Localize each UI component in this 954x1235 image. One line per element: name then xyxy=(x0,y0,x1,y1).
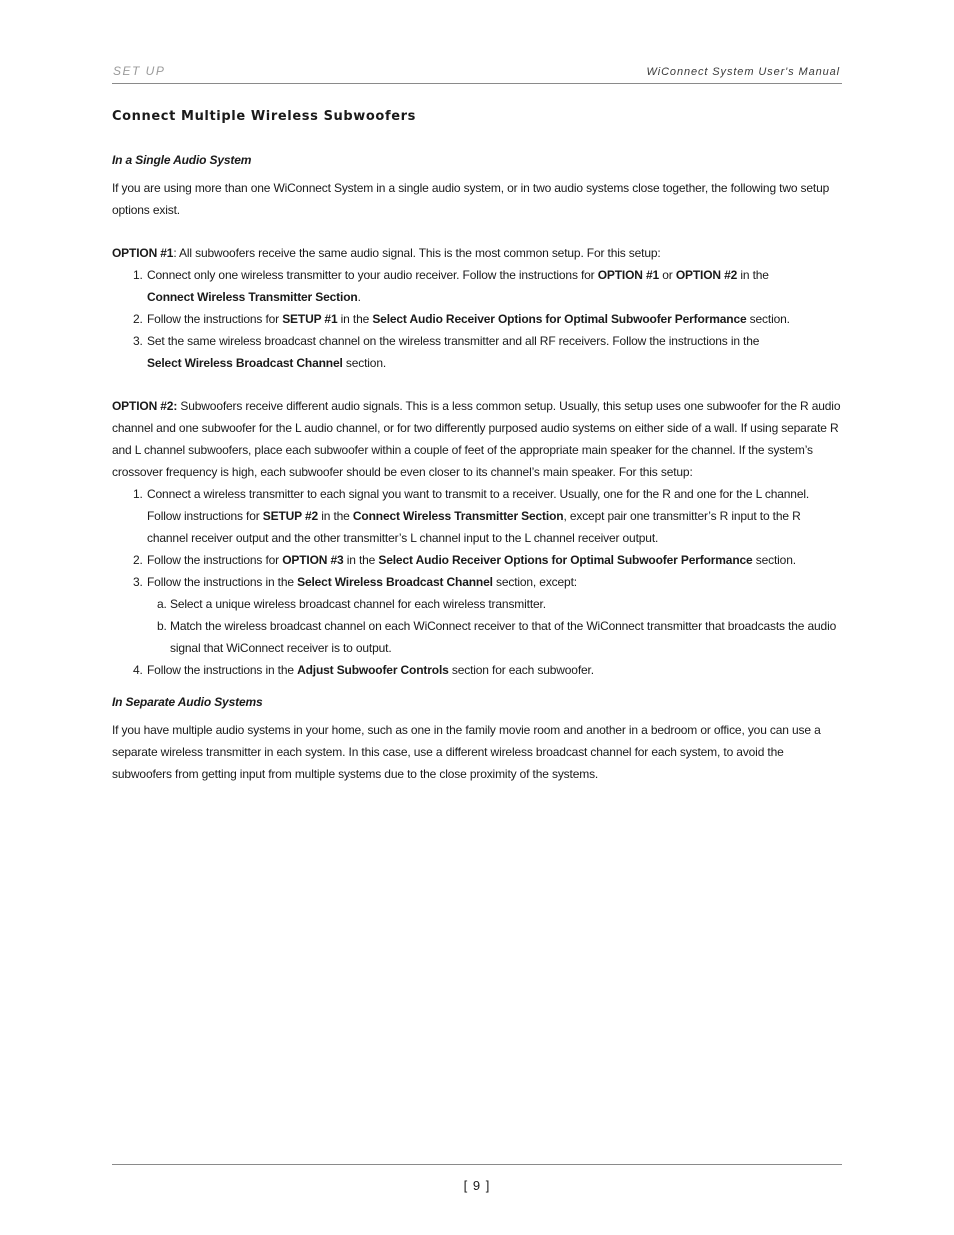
single-system-intro: If you are using more than one WiConnect System in a single audio system, or in two audio systems close together, the following two setup options exist. xyxy=(112,181,830,217)
option1-paragraph: OPTION #1: All subwoofers receive the same audio signal. This is the most common setup. For this setup: xyxy=(112,246,661,260)
option2-substeps xyxy=(147,593,842,659)
list-item: 2. Follow the instructions for OPTION #3 in the Select Audio Receiver Options for Optimal Subwoofer Performance section. xyxy=(133,553,796,567)
list-item: 3. Set the same wireless broadcast channel on the wireless transmitter and all RF receivers. Follow the instructions in the Select Wireless Broadcast Channel section. xyxy=(133,334,760,370)
list-item: 2. Follow the instructions for SETUP #1 in the Select Audio Receiver Options for Optimal Subwoofer Performance section. xyxy=(133,312,790,326)
list-item: 1. Connect a wireless transmitter to each signal you want to transmit to a receiver. Usually, one for the R and one for the L channel. Follow instructions for SETUP #2 in the Connect Wireless Transmitter Section, except pair one transmitter’s R input to the R channel receiver output and the other transmitter’s L channel input to the L channel receiver output. xyxy=(133,487,810,545)
subsection-heading-single-system: In a Single Audio System xyxy=(112,153,252,167)
list-item: 3. Follow the instructions in the Select Wireless Broadcast Channel section, except: a. Select a unique wireless broadcast channel for each wireless transmitter. b. Match the wireless broadcast channel on each WiConnect receiver to that of the WiConnect transmitter that broadcasts the audio signal that WiConnect receiver is to output. xyxy=(112,571,842,659)
footer-rule xyxy=(112,1164,842,1165)
section-title: Connect Multiple Wireless Subwoofers xyxy=(112,109,416,124)
list-item: 4. Follow the instructions in the Adjust Subwoofer Controls section for each subwoofer. xyxy=(133,663,594,677)
list-item: b. Match the wireless broadcast channel on each WiConnect receiver to that of the WiConnect transmitter that broadcasts the audio signal that WiConnect receiver is to output. xyxy=(157,619,837,655)
running-header-manual-title: WiConnect System User's Manual xyxy=(646,66,840,78)
list-item: 1. Connect only one wireless transmitter to your audio receiver. Follow the instructions for OPTION #1 or OPTION #2 in the Connect Wireless Transmitter Section. xyxy=(133,268,769,304)
option2-steps xyxy=(112,483,842,681)
list-item: a. Select a unique wireless broadcast channel for each wireless transmitter. xyxy=(157,597,546,611)
running-header-section: SET UP xyxy=(113,64,166,78)
page-number: [ 9 ] xyxy=(463,1178,491,1193)
page-content xyxy=(112,108,842,785)
option2-paragraph: OPTION #2: Subwoofers receive different audio signals. This is a less common setup. Usually, this setup uses one subwoofer for the R audio channel and one subwoofer for the L audio channel, or for two differently purposed audio systems on either side of a wall. If using separate R and L channel subwoofers, place each subwoofer within a couple of feet of the appropriate main speaker for the channel. If the system’s crossover frequency is high, each subwoofer should be even closer to its channel’s main speaker. For this setup: xyxy=(112,399,841,479)
option1-steps xyxy=(112,264,842,374)
option2-label: OPTION #2: xyxy=(112,399,178,413)
subsection-heading-separate-systems: In Separate Audio Systems xyxy=(112,695,263,709)
separate-systems-text: If you have multiple audio systems in your home, such as one in the family movie room and another in a bedroom or office, you can use a separate wireless transmitter in each system. In this case, use a different wireless broadcast channel for each system, to avoid the subwoofers from getting input from multiple systems due to the close proximity of the systems. xyxy=(112,723,821,781)
header-rule xyxy=(112,83,842,84)
option1-label: OPTION #1 xyxy=(112,246,174,260)
